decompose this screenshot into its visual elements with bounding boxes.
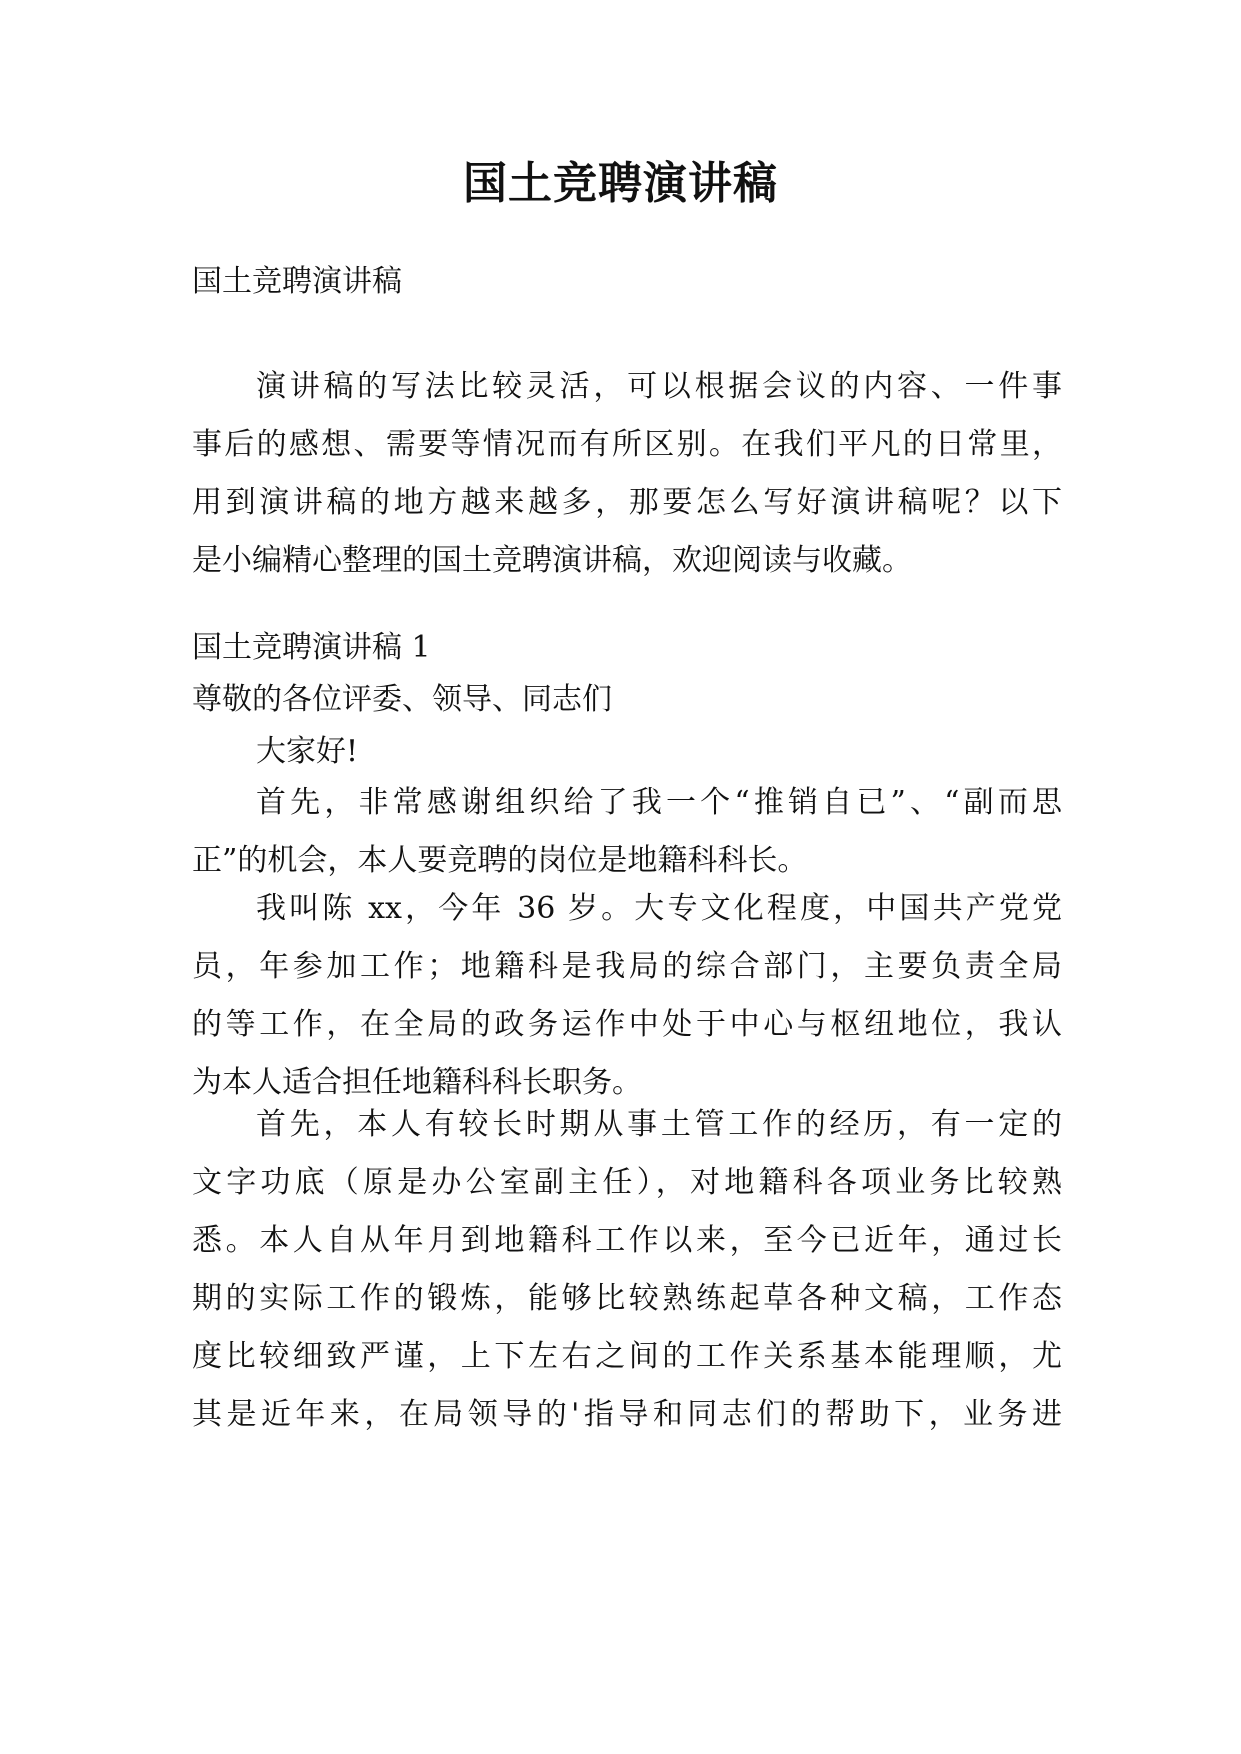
paragraph-line: 为本人适合担任地籍科科长职务。 [192, 1065, 642, 1100]
intro-line: 演讲稿的写法比较灵活，可以根据会议的内容、一件事 [256, 369, 1062, 404]
intro-line: 是小编精心整理的国土竞聘演讲稿，欢迎阅读与收藏。 [192, 543, 912, 578]
paragraph-line: 我叫陈 xx，今年 36 岁。大专文化程度，中国共产党党 [256, 891, 1062, 926]
intro-line: 事后的感想、需要等情况而有所区别。在我们平凡的日常里， [192, 427, 1062, 462]
salutation: 尊敬的各位评委、领导、同志们 [192, 682, 612, 717]
document-subtitle: 国土竞聘演讲稿 [192, 264, 402, 299]
paragraph-line: 文字功底（原是办公室副主任），对地籍科各项业务比较熟 [192, 1165, 1062, 1200]
paragraph-line: 悉。本人自从年月到地籍科工作以来，至今已近年，通过长 [192, 1223, 1062, 1258]
paragraph-line: 正”的机会，本人要竞聘的岗位是地籍科科长。 [192, 843, 808, 878]
paragraph-line: 员，年参加工作；地籍科是我局的综合部门，主要负责全局 [192, 949, 1062, 984]
paragraph-line: 首先，非常感谢组织给了我一个“推销自已”、“副而思 [256, 785, 1062, 820]
intro-line: 用到演讲稿的地方越来越多，那要怎么写好演讲稿呢？以下 [192, 485, 1062, 520]
intro-paragraph [192, 358, 1062, 590]
paragraph-line: 的等工作，在全局的政务运作中处于中心与枢纽地位，我认 [192, 1007, 1062, 1042]
paragraph-line: 首先，本人有较长时期从事土管工作的经历，有一定的 [256, 1107, 1062, 1142]
paragraph-3 [192, 1096, 1062, 1444]
greeting: 大家好! [256, 734, 359, 769]
paragraph-line: 期的实际工作的锻炼，能够比较熟练起草各种文稿，工作态 [192, 1281, 1062, 1316]
paragraph-line: 其是近年来，在局领导的'指导和同志们的帮助下，业务进 [192, 1397, 1062, 1432]
paragraph-1 [192, 774, 1062, 890]
paragraph-line: 度比较细致严谨，上下左右之间的工作关系基本能理顺，尤 [192, 1339, 1062, 1374]
section-heading: 国土竞聘演讲稿 1 [192, 630, 431, 665]
paragraph-2 [192, 880, 1062, 1112]
document-title: 国土竞聘演讲稿 [463, 158, 778, 209]
